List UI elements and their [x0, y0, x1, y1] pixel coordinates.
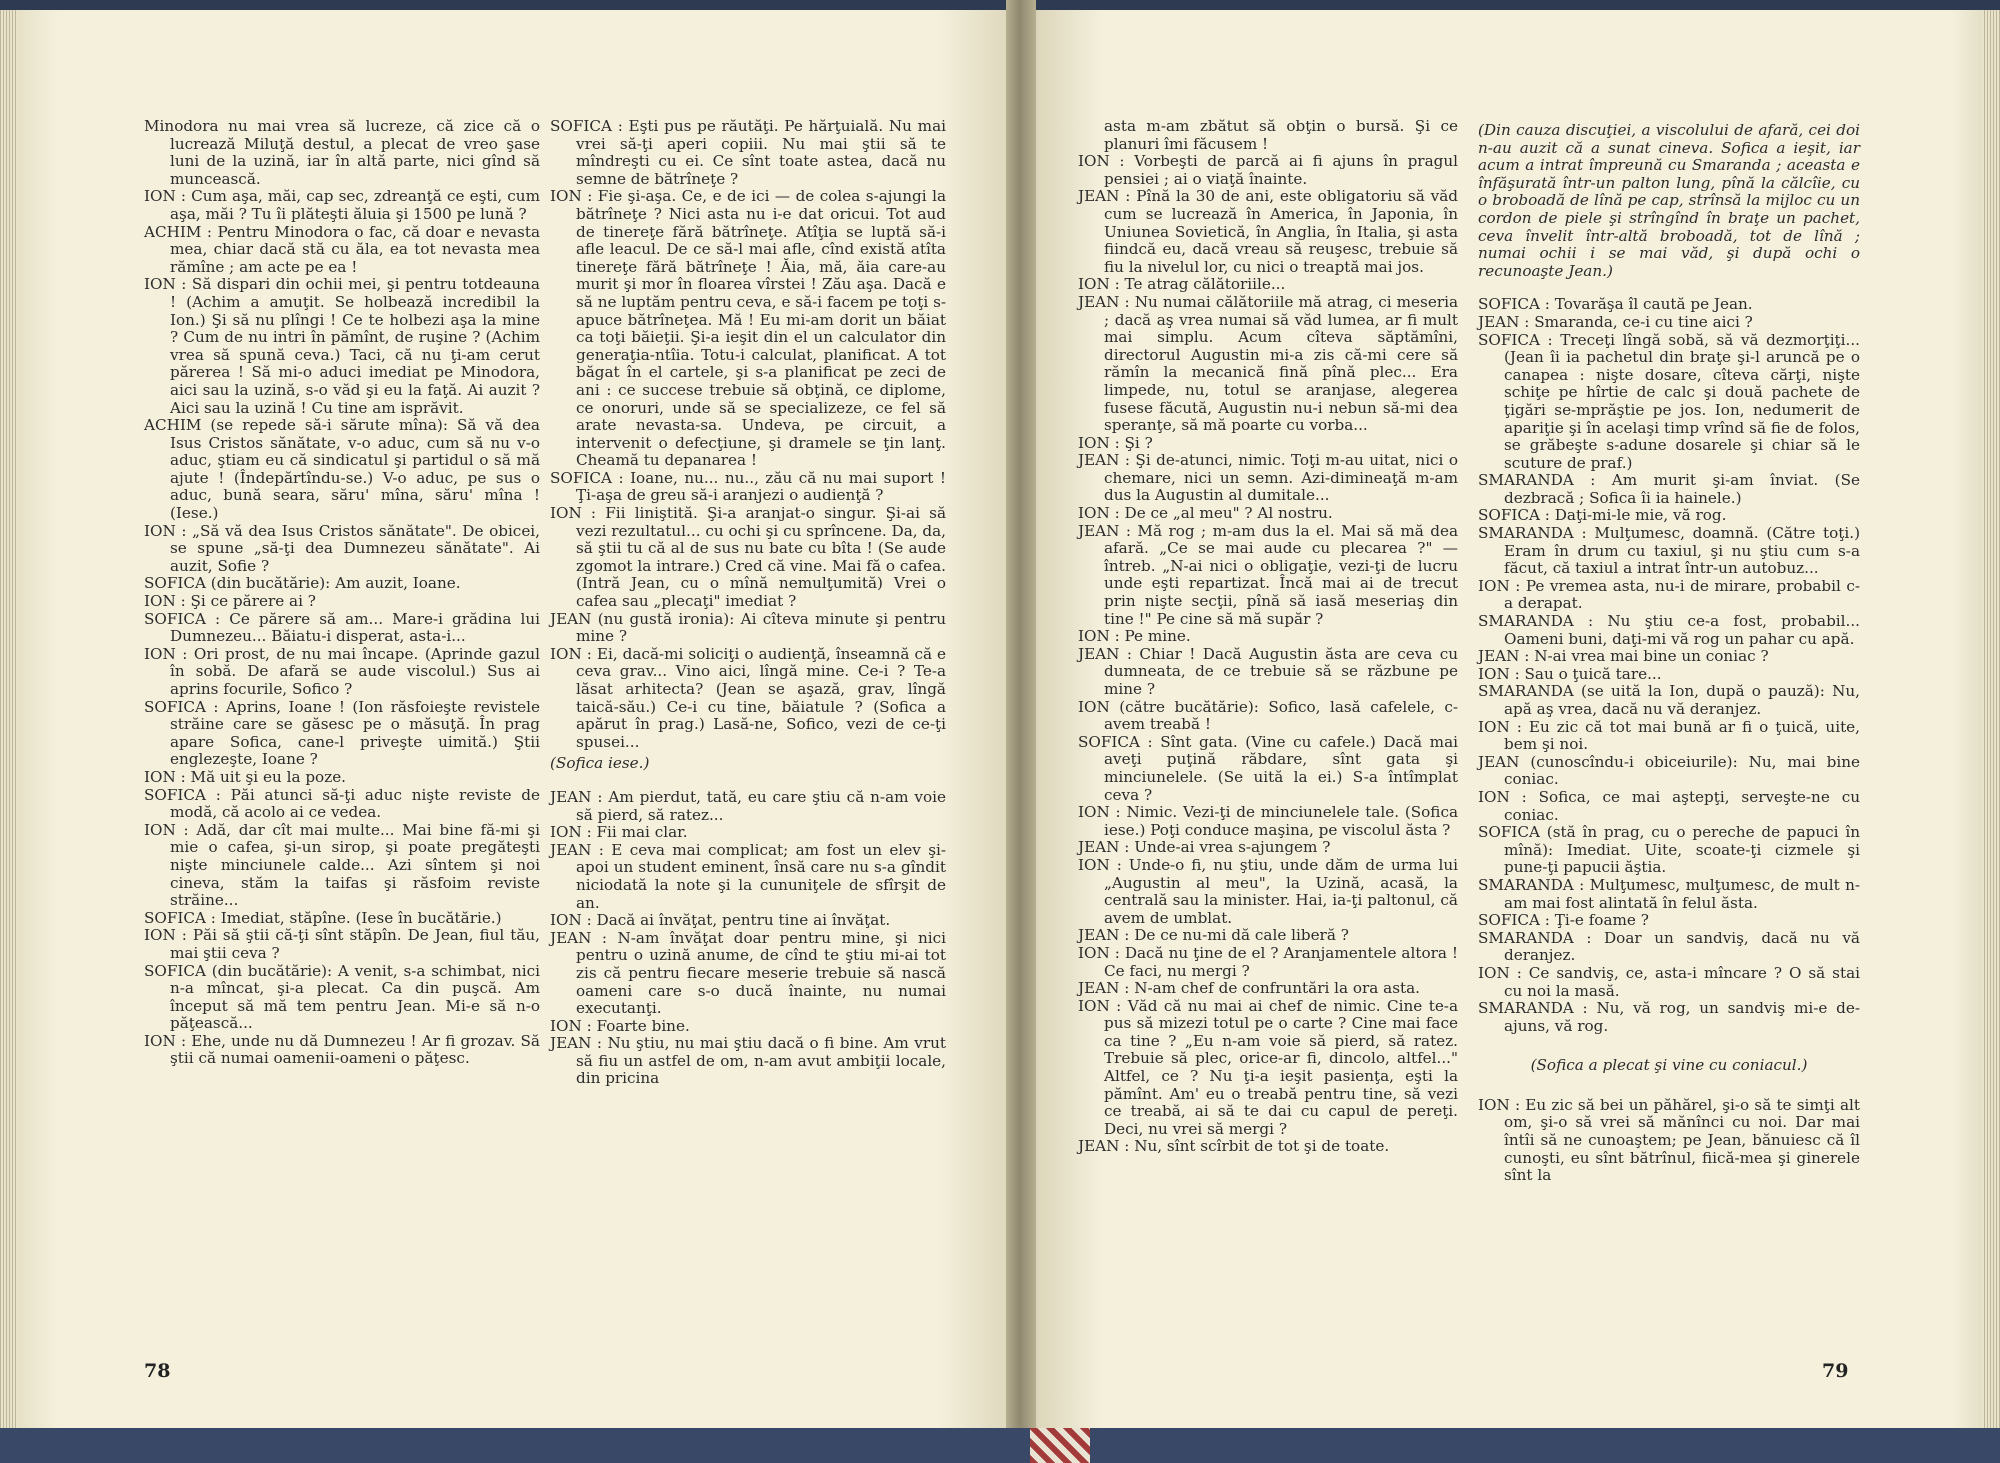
dialogue-paragraph: SMARANDA : Am murit şi-am înviat. (Se dezbracă ; Sofica îi ia hainele.): [1478, 471, 1860, 507]
dialogue-paragraph: JEAN : De ce nu-mi dă cale liberă ?: [1078, 926, 1349, 945]
left-column-2: [550, 118, 946, 1088]
dialogue-paragraph: SMARANDA : Doar un sandviş, dacă nu vă deranjez.: [1478, 928, 1860, 965]
right-column-2: [1478, 118, 1860, 1185]
right-page: [1022, 10, 1982, 1428]
dialogue-paragraph: JEAN : E ceva mai complicat; am fost un elev şi-apoi un student eminent, însă care nu s-a gîndit niciodată la note şi la cununiţele de sfîrşit de an.: [550, 840, 946, 912]
dialogue-paragraph: ION : Mă uit şi eu la poze.: [144, 767, 347, 786]
dialogue-paragraph: JEAN : Şi de-atunci, nimic. Toţi m-au uitat, nici o chemare, nici un semn. Azi-dimineaţă m-am dus la Augustin al dumitale...: [1078, 451, 1458, 505]
dialogue-paragraph: SMARANDA : Mulţumesc, doamnă. (Către toţi.) Eram în drum cu taxiul, şi nu ştiu cum s-a făcut, că taxiul a intrat într-un autobuz...: [1478, 524, 1860, 578]
page-number: 79: [1822, 1360, 1849, 1382]
dialogue-paragraph: JEAN : Mă rog ; m-am dus la el. Mai să mă dea afară. „Ce se mai aude cu plecarea ?" — întreb. „N-ai nici o obligaţie, vezi-ţi de lucru unde eşti repartizat. Încă mai ai de trecut prin nişte secţii, pînă să iasă meseriaş din tine !" Pe cine să mă supăr ?: [1078, 521, 1458, 628]
dialogue-paragraph: ACHIM (se repede să-i sărute mîna): Să vă dea Isus Cristos sănătate, v-o aduc, cum să nu v-o aduc, ştiam eu că sindicatul şi partidul o să mă ajute ! (Îndepărtîndu-se.) V-o aduc, pe sus o aduc, bună seara, săru' mîna, săru' mîna ! (Iese.): [144, 416, 540, 523]
stage-direction: (Sofica iese.): [550, 754, 650, 773]
dialogue-paragraph: JEAN (cunoscîndu-i obiceiurile): Nu, mai bine coniac.: [1478, 752, 1860, 789]
bookmark-ribbon: [1030, 1428, 1090, 1463]
left-page: [18, 10, 1020, 1428]
stage-direction: (Sofica a plecat şi vine cu coniacul.): [1530, 1056, 1808, 1075]
dialogue-paragraph: SOFICA : Ioane, nu... nu.., zău că nu mai suport ! Ţi-aşa de greu să-i aranjezi o audienţă ?: [550, 468, 946, 505]
dialogue-paragraph: SOFICA : Păi atunci să-ţi aduc nişte reviste de modă, că acolo ai ce vedea.: [144, 785, 540, 822]
dialogue-paragraph: ION : Fii liniştită. Şi-a aranjat-o singur. Şi-ai să vezi rezultatul... cu ochi şi cu sprîncene. Da, da, să ştii tu că al de sus nu bate cu bîta ! (Se aude zgomot la intrare.) Cred că vine. Mai fă o cafea. (Intră Jean, cu o mînă nemulţumită) Vrei o cafea sau „plecaţi" imediat ?: [550, 504, 947, 611]
dialogue-paragraph: ION : Foarte bine.: [550, 1016, 690, 1035]
dialogue-paragraph: SOFICA : Daţi-mi-le mie, vă rog.: [1478, 506, 1727, 525]
dialogue-paragraph: ION : Ehe, unde nu dă Dumnezeu ! Ar fi grozav. Să ştii că numai oamenii-oameni o păţesc.: [144, 1031, 540, 1068]
dialogue-paragraph: ION : Să dispari din ochii mei, şi pentru totdeauna ! (Achim a amuţit. Se holbează incredibil la Ion.) Şi să nu plîngi ! Ce te holbezi aşa la mine ? Cum de nu intri în pămînt, de ruşine ? (Achim vrea să spună ceva.) Taci, că nu ţi-am cerut părerea ! Să mi-o aduci imediat pe Minodora, aici sau la uzină, s-o văd şi eu la faţă. Ai auzit ? Aici sau la uzină ! Cu tine am isprăvit.: [144, 275, 540, 417]
dialogue-paragraph: SMARANDA : Mulţumesc, mulţumesc, de mult n-am mai fost alintată în felul ăsta.: [1478, 875, 1860, 912]
dialogue-paragraph: ION : Vorbeşti de parcă ai fi ajuns în pragul pensiei ; ai o viaţă înainte.: [1078, 152, 1458, 188]
dialogue-paragraph: JEAN : Nu numai călătoriile mă atrag, ci meseria ; dacă aş vrea numai să văd lumea, ar fi mult mai simplu. Acum cîteva săptămîni, directorul Augustin mi-a zis că-mi cere să rămîn la mecanică fină pînă plec... Era limpede, nu, totul se aranjase, alegerea fusese făcută, Augustin nu-i nebun să-mi dea speranţe, să mă poarte cu vorba...: [1078, 292, 1458, 435]
dialogue-paragraph: ACHIM : Pentru Minodora o fac, că doar e nevasta mea, chiar dacă stă cu ăla, ea tot nevasta mea rămîne ; am acte pe ea !: [144, 222, 540, 276]
dialogue-paragraph: ION : Sofica, ce mai aştepţi, serveşte-ne cu coniac.: [1478, 787, 1860, 824]
dialogue-paragraph: ION (către bucătărie): Sofico, lasă cafelele, c-avem treabă !: [1078, 697, 1458, 734]
dialogue-paragraph: JEAN : Am pierdut, tată, eu care ştiu că n-am voie să pierd, să ratez...: [550, 787, 946, 824]
dialogue-paragraph: ION : Pe vremea asta, nu-i de mirare, probabil c-a derapat.: [1478, 576, 1860, 613]
dialogue-paragraph: SMARANDA : Nu, vă rog, un sandviş mi-e de-ajuns, vă rog.: [1478, 999, 1860, 1035]
dialogue-paragraph: JEAN : N-ai vrea mai bine un coniac ?: [1478, 647, 1769, 666]
dialogue-paragraph: JEAN : Chiar ! Dacă Augustin ăsta are ceva cu dumneata, de ce trebuie să se răzbune pe mine ?: [1078, 644, 1458, 698]
dialogue-paragraph: JEAN : Nu ştiu, nu mai ştiu dacă o fi bine. Am vrut să fiu un astfel de om, n-am avut ambiţii locale, din pricina: [550, 1034, 946, 1088]
book-gutter: [1006, 0, 1036, 1463]
dialogue-paragraph: JEAN (nu gustă ironia): Ai cîteva minute şi pentru mine ?: [550, 609, 946, 646]
dialogue-paragraph: SOFICA : Ţi-e foame ?: [1478, 911, 1649, 930]
dialogue-paragraph: ION : Sau o ţuică tare...: [1478, 664, 1662, 683]
dialogue-paragraph: ION : Ei, dacă-mi soliciţi o audienţă, înseamnă că e ceva grav... Vino aici, lîngă mine. Ce-i ? Te-a lăsat arhitecta? (Jean se aşază, grav, lîngă taică-său.) Ce-i cu tine, băiatule ? (Sofica a apărut în prag.) Lasă-ne, Sofico, vezi de ce-ţi spusei...: [550, 644, 946, 751]
dialogue-paragraph: Minodora nu mai vrea să lucreze, că zice că o lucrează Miluţă destul, a plecat de vreo şase luni de la uzină, iar în altă parte, nici gînd să muncească.: [144, 117, 540, 188]
dialogue-paragraph: ION : Te atrag călătoriile...: [1078, 275, 1286, 294]
dialogue-paragraph: SOFICA (stă în prag, cu o pereche de papuci în mînă): Imediat. Uite, scoate-ţi cizmele şi pune-ţi papucii ăştia.: [1478, 823, 1860, 877]
dialogue-paragraph: ION : Ce sandviş, ce, asta-i mîncare ? O să stai cu noi la masă.: [1478, 963, 1860, 1000]
dialogue-paragraph: ION : Eu zic să bei un păhărel, şi-o să te simţi alt om, şi-o să vrei să mănînci cu noi. Dar mai întîi să ne cunoaştem; pe Jean, bănuiesc că îl cunoşti, eu sînt bătrînul, fiică-mea şi ginerele sînt la: [1478, 1095, 1860, 1185]
stage-direction: (Din cauza discuţiei, a viscolului de afară, cei doi n-au auzit că a sunat cineva. Sofica a ieşit, iar acum a intrat împreună cu Smaranda ; aceasta e înfăşurată într-un palton lung, pînă la călcîie, cu o broboadă de lînă pe cap, strînsă la mijloc cu un cordon de piele şi strîngînd în braţe un pachet, ceva învelit într-altă broboadă, tot de lînă ; numai ochii i se mai văd, şi după ochi o recunoaşte Jean.): [1478, 121, 1860, 280]
dialogue-paragraph: JEAN : Smaranda, ce-i cu tine aici ?: [1478, 312, 1753, 331]
dialogue-paragraph: ION : Păi să ştii că-ţi sînt stăpîn. De Jean, fiul tău, mai ştii ceva ?: [144, 926, 540, 962]
dialogue-paragraph: SMARANDA : Nu ştiu ce-a fost, probabil... Oameni buni, daţi-mi vă rog un pahar cu apă.: [1478, 612, 1860, 648]
dialogue-paragraph: ION : Ori prost, de nu mai încape. (Aprinde gazul în sobă. De afară se aude viscolul.) Sus ai aprins focurile, Sofico ?: [144, 644, 540, 698]
dialogue-paragraph: ION : Pe mine.: [1078, 627, 1191, 646]
dialogue-paragraph: ION : Fii mai clar.: [550, 823, 688, 842]
dialogue-paragraph: SOFICA : Treceţi lîngă sobă, să vă dezmorţiţi... (Jean îi ia pachetul din braţe şi-l aruncă pe o canapea : nişte dosare, cîteva cărţi, nişte schiţe pe hîrtie de calc şi două pachete de ţigări se-mprăştie pe jos. Ion, nedumerit de apariţie şi în acelaşi timp vrînd să fie de folos, se grăbeşte s-adune dosarele şi chiar să le scuture de praf.): [1478, 330, 1860, 472]
dialogue-paragraph: JEAN : N-am chef de confruntări la ora asta.: [1078, 979, 1421, 998]
dialogue-paragraph: ION : De ce „al meu" ? Al nostru.: [1078, 504, 1333, 523]
right-column-1: [1078, 118, 1458, 1156]
page-number: 78: [144, 1360, 171, 1382]
dialogue-paragraph: ION : Văd că nu mai ai chef de nimic. Cine te-a pus să mizezi totul pe o carte ? Cine mai face ca tine ? „Eu n-am voie să pierd, să ratez. Trebuie să plec, orice-ar fi, dincolo, altfel..." Altfel, ce ? Nu ţi-a ieşit pasienţa, eşti la pămînt. Am' eu o treabă pentru tine, să vezi ce treabă, ai să te dai cu capul de pereţi. Deci, nu vrei să mergi ?: [1078, 996, 1458, 1138]
dialogue-paragraph: JEAN : Pînă la 30 de ani, este obligatoriu să văd cum se lucrează în America, în Japonia, în Uniunea Sovietică, în Anglia, în Italia, şi asta fiindcă eu, dacă vreau să reuşesc, trebuie să fiu la nivelul lor, cu nici o treaptă mai jos.: [1078, 187, 1458, 276]
book-cover-edge: [0, 1428, 2000, 1463]
dialogue-paragraph: ION : Unde-o fi, nu ştiu, unde dăm de urma lui „Augustin al meu", la Uzină, acasă, la centrală sau la minister. Hai, ia-ţi paltonul, că avem de umblat.: [1078, 855, 1458, 927]
dialogue-paragraph: ION : Dacă nu ţine de el ? Aranjamentele altora ! Ce faci, nu mergi ?: [1078, 943, 1458, 980]
page-edges-left: [0, 10, 18, 1428]
dialogue-paragraph: SOFICA : Imediat, stăpîne. (Iese în bucătărie.): [144, 908, 502, 927]
dialogue-paragraph: SOFICA : Ce părere să am... Mare-i grădina lui Dumnezeu... Băiatu-i disperat, asta-i...: [144, 609, 540, 646]
dialogue-paragraph: SOFICA (din bucătărie): A venit, s-a schimbat, nici n-a mîncat, şi-a plecat. Ca din puşcă. Am început să mă tem pentru Jean. Mi-e să n-o păţească...: [144, 961, 540, 1033]
dialogue-paragraph: ION : Cum aşa, măi, cap sec, zdreanţă ce eşti, cum aşa, măi ? Tu îi plăteşti ăluia şi 1500 pe lună ?: [144, 187, 540, 223]
dialogue-paragraph: ION : Dacă ai învăţat, pentru tine ai învăţat.: [550, 911, 891, 930]
dialogue-paragraph: ION : Şi ce părere ai ?: [144, 592, 316, 611]
dialogue-paragraph: ION : Eu zic că tot mai bună ar fi o ţuică, uite, bem şi noi.: [1478, 717, 1860, 754]
dialogue-paragraph: JEAN : N-am învăţat doar pentru mine, şi nici pentru o uzină anume, de cînd te ştiu mi-ai tot zis că pentru fiecare meserie trebuie să nască oameni care s-o ducă înainte, nu numai executanţi.: [550, 928, 946, 1018]
dialogue-paragraph: ION : Şi ?: [1078, 433, 1153, 452]
dialogue-paragraph: ION : Adă, dar cît mai multe... Mai bine fă-mi şi mie o cafea, şi-un sirop, şi poate pregăteşti nişte minciunele calde... Azi sîntem şi noi cineva, stăm la taifas şi răsfoim reviste străine...: [144, 820, 540, 910]
page-edges-right: [1982, 10, 2000, 1428]
dialogue-paragraph: ION : Fie şi-aşa. Ce, e de ici — de colea s-ajungi la bătrîneţe ? Nici asta nu i-e dat oricui. Tot aud de tinereţe fără bătrîneţe. Atîţia se luptă să-i afle leacul. De ce să-l mai afle, cînd există atîta tinereţe fără bătrîneţe ! Ăia, mă, ăia care-au murit şi mor în floarea vîrstei ! Zău aşa. Dacă e să ne luptăm pentru ceva, e să-i facem pe toţi s-apuce bătrîneţea. Mă ! Eu mi-am dorit un băiat ca toţi băieţii. Şi-a ieşit din el un calculator din generaţia-ntîia. Totu-i calculat, planificat. A tot băgat în el cartele, şi s-a planificat pe zeci de ani : ce succese trebuie să obţină, ce diplome, ce onoruri, unde să se specializeze, ce fel să arate nevasta-sa. Undeva, pe circuit, a intervenit o defecţiune, şi dramele se ţin lanţ. Cheamă tu depanarea !: [550, 187, 946, 470]
dialogue-paragraph: SMARANDA (se uită la Ion, după o pauză): Nu, apă aş vrea, dacă nu vă deranjez.: [1478, 682, 1860, 718]
dialogue-paragraph: SOFICA (din bucătărie): Am auzit, Ioane.: [144, 574, 461, 593]
dialogue-paragraph: JEAN : Unde-ai vrea s-ajungem ?: [1078, 838, 1331, 857]
dialogue-paragraph: SOFICA : Eşti pus pe răutăţi. Pe hărţuială. Nu mai vrei să-ţi aperi copiii. Nu mai ştii să te mîndreşti cu ei. Ce sînt toate astea, dacă nu semne de bătrîneţe ?: [550, 117, 946, 188]
dialogue-paragraph: SOFICA : Tovarăşa îl caută pe Jean.: [1478, 295, 1753, 314]
dialogue-paragraph: SOFICA : Sînt gata. (Vine cu cafele.) Dacă mai aveţi puţină răbdare, sînt gata şi minciunelele. (Se uită la ei.) S-a întîmplat ceva ?: [1078, 732, 1458, 804]
left-column-1: [144, 118, 540, 1068]
dialogue-paragraph: SOFICA : Aprins, Ioane ! (Ion răsfoieşte revistele străine care se găsesc pe o măsuţă. În prag apare Sofica, cane-l priveşte uimită.) Ştii englezeşte, Ioane ?: [144, 697, 540, 769]
dialogue-paragraph: JEAN : Nu, sînt scîrbit de tot şi de toate.: [1078, 1137, 1390, 1156]
dialogue-paragraph: ION : „Să vă dea Isus Cristos sănătate". De obicei, se spune „să-ţi dea Dumnezeu sănătate". Ai auzit, Sofie ?: [144, 521, 540, 575]
dialogue-paragraph: ION : Nimic. Vezi-ţi de minciunelele tale. (Sofica iese.) Poţi conduce maşina, pe viscolul ăsta ?: [1078, 803, 1458, 839]
dialogue-paragraph: asta m-am zbătut să obţin o bursă. Şi ce planuri îmi făcusem !: [1104, 117, 1458, 153]
